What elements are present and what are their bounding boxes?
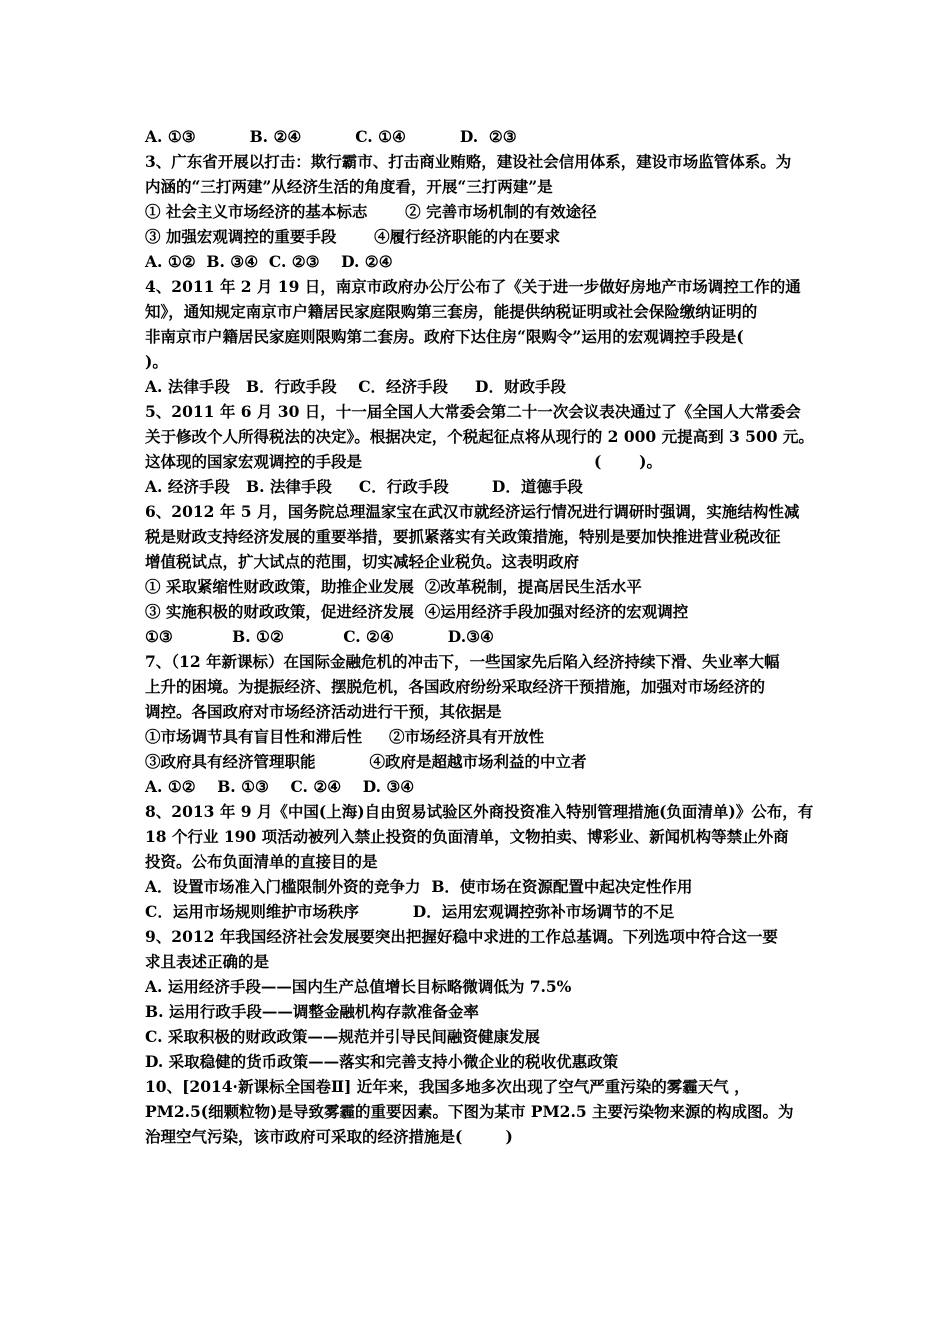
text-line: A. 法律手段 B．行政手段 C．经济手段 D．财政手段 [145,377,566,396]
text-line: 投资。公布负面清单的直接目的是 [145,852,378,871]
text-line: A. ①② B. ③④ C. ②③ D. ②④ [145,252,393,271]
text-line: 6、2012 年 5 月，国务院总理温家宝在武汉市就经济运行情况进行调研时强调，实施结构性减 [145,502,800,521]
text-line: ①③ B. ①② C. ②④ D.③④ [145,627,494,646]
text-line: PM2.5(细颗粒物)是导致雾霾的重要因素。下图为某市 PM2.5 主要污染物来源的构成图。为 [145,1102,794,1121]
text-line: 关于修改个人所得税法的决定》。根据决定，个税起征点将从现行的 2 000 元提高到 3 500 元。 [145,427,814,446]
text-line: 调控。各国政府对市场经济活动进行干预，其依据是 [145,702,502,721]
text-line: A. 运用经济手段——国内生产总值增长目标略微调低为 7.5% [145,977,572,996]
text-line: ① 社会主义市场经济的基本标志 ② 完善市场机制的有效途径 [145,202,597,221]
text-line: C. 采取积极的财政政策——规范并引导民间融资健康发展 [145,1027,540,1046]
text-line: A. ①② B. ①③ C. ②④ D. ③④ [145,777,415,796]
text-line: 这体现的国家宏观调控的手段是 ( )。 [145,452,662,471]
text-line: 税是财政支持经济发展的重要举措，要抓紧落实有关政策措施，特别是要加快推进营业税改征 [145,527,781,546]
text-line: 内涵的“三打两建”从经济生活的角度看，开展“三打两建”是 [145,177,553,196]
text-line: 10、[2014·新课标全国卷Ⅱ] 近年来，我国多地多次出现了空气严重污染的雾霾天气 ， [145,1077,750,1096]
text-line: 8、2013 年 9 月《中国(上海)自由贸易试验区外商投资准入特别管理措施(负面清单)》公布，有 [145,802,814,821]
text-line: 3、广东省开展以打击：欺行霸市、打击商业贿赂，建设社会信用体系，建设市场监管体系。为 [145,152,792,171]
text-line: ③ 加强宏观调控的重要手段 ④履行经济职能的内在要求 [145,227,561,246]
text-line: )。 [145,352,168,371]
text-line: ① 采取紧缩性财政政策，助推企业发展 ②改革税制，提高居民生活水平 [145,577,642,596]
text-line: 知》，通知规定南京市户籍居民家庭限购第三套房，能提供纳税证明或社会保险缴纳证明的 [145,302,758,321]
text-line: 治理空气污染，该市政府可采取的经济措施是( ) [145,1127,513,1146]
question-text [145,124,825,1149]
text-line: A．设置市场准入门槛限制外资的竞争力 B．使市场在资源配置中起决定性作用 [145,877,693,896]
text-line: A. 经济手段 B. 法律手段 C．行政手段 D．道德手段 [145,477,583,496]
text-line: 9、2012 年我国经济社会发展要突出把握好稳中求进的工作总基调。下列选项中符合这一要 [145,927,778,946]
text-line: 7、（12 年新课标）在国际金融危机的冲击下，一些国家先后陷入经济持续下滑、失业率大幅 [145,652,780,671]
text-line: 增值税试点，扩大试点的范围，切实减轻企业税负。这表明政府 [145,552,580,571]
text-line: A. ①③ B. ②④ C. ①④ D. ②③ [145,127,517,146]
text-line: 5、2011 年 6 月 30 日，十一届全国人大常委会第二十一次会议表决通过了《全国人大常委会 [145,402,801,421]
text-line: 求且表述正确的是 [145,952,270,971]
text-line: ③ 实施积极的财政政策，促进经济发展 ④运用经济手段加强对经济的宏观调控 [145,602,689,621]
text-line: ①市场调节具有盲目性和滞后性 ②市场经济具有开放性 [145,727,544,746]
text-line: C．运用市场规则维护市场秩序 D．运用宏观调控弥补市场调节的不足 [145,902,675,921]
text-line: 4、2011 年 2 月 19 日，南京市政府办公厅公布了《关于进一步做好房地产市场调控工作的通 [145,277,801,296]
text-line: ③政府具有经济管理职能 ④政府是超越市场利益的中立者 [145,752,587,771]
text-line: 18 个行业 190 项活动被列入禁止投资的负面清单，文物拍卖、博彩业、新闻机构等禁止外商 [145,827,789,846]
text-line: 非南京市户籍居民家庭则限购第二套房。政府下达住房“限购令”运用的宏观调控手段是( [145,327,744,346]
text-line: B. 运用行政手段——调整金融机构存款准备金率 [145,1002,479,1021]
text-line: D. 采取稳健的货币政策——落实和完善支持小微企业的税收优惠政策 [145,1052,619,1071]
text-line: 上升的困境。为提振经济、摆脱危机，各国政府纷纷采取经济干预措施，加强对市场经济的 [145,677,766,696]
